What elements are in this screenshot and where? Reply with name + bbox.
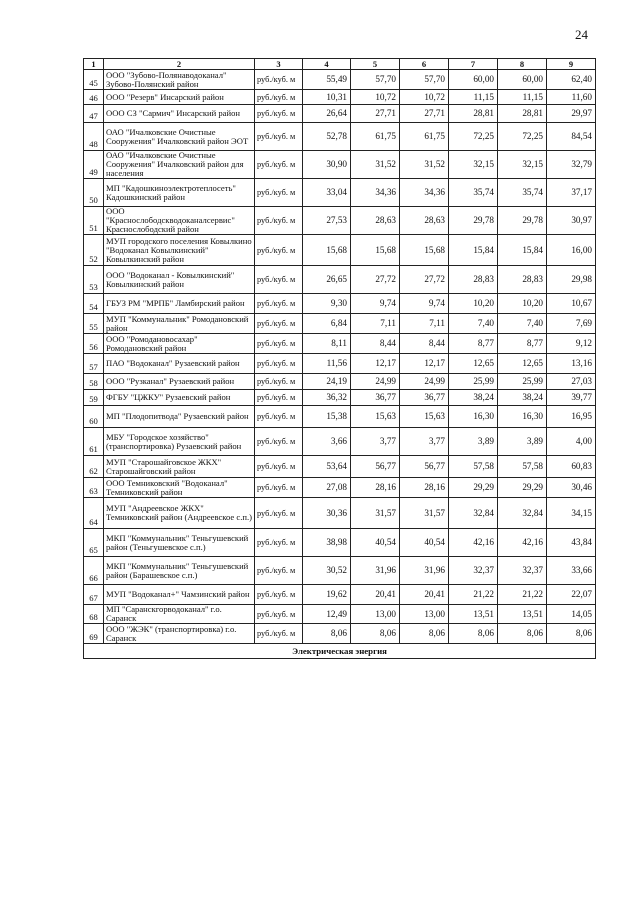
tariff-value: 9,30 (303, 294, 351, 314)
row-number: 56 (84, 334, 104, 354)
unit-cell: руб./куб. м (255, 70, 303, 90)
row-number: 57 (84, 354, 104, 374)
tariff-value: 21,22 (449, 585, 498, 605)
tariff-value: 26,65 (303, 266, 351, 294)
tariff-value: 8,11 (303, 334, 351, 354)
header-row (84, 59, 596, 70)
unit-cell: руб./куб. м (255, 235, 303, 266)
row-number: 50 (84, 179, 104, 207)
table-row (84, 406, 596, 428)
tariff-value: 33,66 (547, 557, 596, 585)
tariff-value: 8,44 (351, 334, 400, 354)
tariff-value: 60,00 (449, 70, 498, 90)
tariff-value: 28,81 (449, 105, 498, 123)
tariff-value: 15,68 (400, 235, 449, 266)
table-row (84, 478, 596, 498)
row-number: 66 (84, 557, 104, 585)
table-row (84, 90, 596, 105)
unit-cell: руб./куб. м (255, 105, 303, 123)
tariff-value: 29,97 (547, 105, 596, 123)
tariff-value: 31,52 (400, 151, 449, 179)
tariff-value: 60,00 (498, 70, 547, 90)
unit-cell: руб./куб. м (255, 428, 303, 456)
tariff-value: 31,96 (400, 557, 449, 585)
tariff-value: 42,16 (498, 529, 547, 557)
tariff-value: 4,00 (547, 428, 596, 456)
tariff-value: 20,41 (351, 585, 400, 605)
col-header-1: 1 (84, 59, 104, 70)
organization-name: ОАО "Ичалковские Очистные Сооружения" Ичалковский район для населения (104, 151, 255, 179)
tariff-value: 8,44 (400, 334, 449, 354)
organization-name: ПАО "Водоканал" Рузаевский район (104, 354, 255, 374)
tariff-value: 9,12 (547, 334, 596, 354)
tariff-value: 7,40 (498, 314, 547, 334)
tariff-value: 15,84 (498, 235, 547, 266)
tariff-value: 21,22 (498, 585, 547, 605)
col-header-6: 6 (400, 59, 449, 70)
organization-name: ООО "Краснослободскводоканалсервис" Краснослободский район (104, 207, 255, 235)
tariff-value: 40,54 (400, 529, 449, 557)
tariff-value: 29,29 (449, 478, 498, 498)
organization-name: МУП "Водоканал+" Чамзинский район (104, 585, 255, 605)
organization-name: ООО Темниковский "Водоканал" Темниковский район (104, 478, 255, 498)
table-row (84, 529, 596, 557)
tariff-value: 10,20 (498, 294, 547, 314)
unit-cell: руб./куб. м (255, 179, 303, 207)
organization-name: ООО "Резерв" Инсарский район (104, 90, 255, 105)
table-row (84, 557, 596, 585)
unit-cell: руб./куб. м (255, 314, 303, 334)
tariff-value: 27,71 (351, 105, 400, 123)
tariff-value: 11,56 (303, 354, 351, 374)
organization-name: МУП "Старошайговское ЖКХ" Старошайговский район (104, 456, 255, 478)
tariff-value: 12,65 (498, 354, 547, 374)
table-row (84, 624, 596, 644)
tariff-value: 15,63 (400, 406, 449, 428)
tariff-value: 10,72 (400, 90, 449, 105)
row-number: 61 (84, 428, 104, 456)
unit-cell: руб./куб. м (255, 334, 303, 354)
tariff-value: 11,15 (449, 90, 498, 105)
tariff-value: 7,69 (547, 314, 596, 334)
tariff-value: 28,83 (498, 266, 547, 294)
row-number: 53 (84, 266, 104, 294)
table-body (84, 70, 596, 644)
table-row (84, 428, 596, 456)
organization-name: МБУ "Городское хозяйство" (транспортировка) Рузаевский район (104, 428, 255, 456)
col-header-5: 5 (351, 59, 400, 70)
tariff-value: 10,72 (351, 90, 400, 105)
tariff-value: 12,17 (400, 354, 449, 374)
table-row (84, 354, 596, 374)
tariff-value: 19,62 (303, 585, 351, 605)
organization-name: ООО "ЖЭК" (транспортировка) г.о. Саранск (104, 624, 255, 644)
tariff-value: 3,89 (449, 428, 498, 456)
tariff-value: 33,04 (303, 179, 351, 207)
table-row (84, 585, 596, 605)
tariff-value: 16,30 (449, 406, 498, 428)
table-row (84, 294, 596, 314)
tariff-value: 13,16 (547, 354, 596, 374)
tariff-value: 3,77 (400, 428, 449, 456)
table-row (84, 207, 596, 235)
tariff-value: 43,84 (547, 529, 596, 557)
tariff-value: 30,90 (303, 151, 351, 179)
tariff-value: 57,58 (449, 456, 498, 478)
col-header-8: 8 (498, 59, 547, 70)
tariff-value: 29,98 (547, 266, 596, 294)
tariff-value: 72,25 (498, 123, 547, 151)
tariff-value: 7,11 (351, 314, 400, 334)
tariff-value: 37,17 (547, 179, 596, 207)
unit-cell: руб./куб. м (255, 624, 303, 644)
organization-name: ФГБУ "ЦЖКУ" Рузаевский район (104, 390, 255, 406)
table-row (84, 605, 596, 624)
tariff-value: 27,08 (303, 478, 351, 498)
tariff-value: 12,65 (449, 354, 498, 374)
tariff-value: 61,75 (351, 123, 400, 151)
row-number: 67 (84, 585, 104, 605)
row-number: 69 (84, 624, 104, 644)
table-row (84, 70, 596, 90)
tariff-value: 28,16 (400, 478, 449, 498)
tariff-value: 24,19 (303, 374, 351, 390)
tariff-value: 25,99 (498, 374, 547, 390)
tariff-value: 10,20 (449, 294, 498, 314)
tariff-value: 31,57 (400, 498, 449, 529)
organization-name: МУП "Андреевское ЖКХ" Темниковский район (Андреевское с.п.) (104, 498, 255, 529)
tariff-value: 31,57 (351, 498, 400, 529)
organization-name: МУП городского поселения Ковылкино "Водоканал Ковылкинский" Ковылкинский район (104, 235, 255, 266)
tariff-value: 8,06 (498, 624, 547, 644)
tariff-value: 8,06 (400, 624, 449, 644)
col-header-2: 2 (104, 59, 255, 70)
tariff-value: 29,29 (498, 478, 547, 498)
tariff-value: 32,37 (498, 557, 547, 585)
row-number: 58 (84, 374, 104, 390)
organization-name: МУП "Коммунальник" Ромодановский район (104, 314, 255, 334)
tariff-value: 7,11 (400, 314, 449, 334)
tariff-value: 30,52 (303, 557, 351, 585)
tariff-value: 13,51 (449, 605, 498, 624)
organization-name: ООО "Зубово-Полянаводоканал" Зубово-Полянский район (104, 70, 255, 90)
tariff-value: 27,03 (547, 374, 596, 390)
organization-name: МП "Плодопитвода" Рузаевский район (104, 406, 255, 428)
tariff-value: 29,78 (449, 207, 498, 235)
tariff-value: 28,63 (400, 207, 449, 235)
table-row (84, 374, 596, 390)
unit-cell: руб./куб. м (255, 557, 303, 585)
tariff-value: 28,81 (498, 105, 547, 123)
tariff-value: 61,75 (400, 123, 449, 151)
tariff-value: 32,15 (498, 151, 547, 179)
unit-cell: руб./куб. м (255, 151, 303, 179)
tariff-value: 32,84 (498, 498, 547, 529)
tariff-value: 15,68 (303, 235, 351, 266)
section-title: Электрическая энергия (84, 644, 596, 659)
unit-cell: руб./куб. м (255, 585, 303, 605)
unit-cell: руб./куб. м (255, 605, 303, 624)
section-row (84, 644, 596, 659)
organization-name: ООО "Рузканал" Рузаевский район (104, 374, 255, 390)
tariff-value: 24,99 (400, 374, 449, 390)
tariff-value: 16,30 (498, 406, 547, 428)
organization-name: ООО СЗ "Сармич" Инсарский район (104, 105, 255, 123)
tariff-value: 36,32 (303, 390, 351, 406)
tariff-value: 38,24 (498, 390, 547, 406)
tariff-value: 14,05 (547, 605, 596, 624)
organization-name: МП "Саранскгорводоканал" г.о. Саранск (104, 605, 255, 624)
tariff-value: 38,98 (303, 529, 351, 557)
row-number: 62 (84, 456, 104, 478)
tariff-value: 32,15 (449, 151, 498, 179)
tariff-value: 15,68 (351, 235, 400, 266)
table-row (84, 235, 596, 266)
tariff-value: 12,49 (303, 605, 351, 624)
tariff-value: 25,99 (449, 374, 498, 390)
row-number: 63 (84, 478, 104, 498)
tariff-value: 56,77 (400, 456, 449, 478)
table-row (84, 123, 596, 151)
tariff-value: 38,24 (449, 390, 498, 406)
row-number: 51 (84, 207, 104, 235)
tariff-value: 3,89 (498, 428, 547, 456)
tariff-value: 60,83 (547, 456, 596, 478)
tariff-value: 30,46 (547, 478, 596, 498)
table-row (84, 314, 596, 334)
tariff-table (83, 58, 596, 659)
organization-name: ГБУЗ РМ "МРПБ" Ламбирский район (104, 294, 255, 314)
tariff-value: 28,16 (351, 478, 400, 498)
tariff-value: 15,63 (351, 406, 400, 428)
organization-name: МП "Кадошкиноэлектротеплосеть" Кадошкинский район (104, 179, 255, 207)
tariff-value: 9,74 (400, 294, 449, 314)
tariff-value: 15,84 (449, 235, 498, 266)
table-row (84, 390, 596, 406)
row-number: 60 (84, 406, 104, 428)
row-number: 54 (84, 294, 104, 314)
tariff-value: 28,63 (351, 207, 400, 235)
tariff-value: 40,54 (351, 529, 400, 557)
tariff-value: 16,95 (547, 406, 596, 428)
tariff-value: 30,97 (547, 207, 596, 235)
tariff-value: 8,06 (351, 624, 400, 644)
tariff-value: 36,77 (400, 390, 449, 406)
tariff-value: 6,84 (303, 314, 351, 334)
tariff-value: 8,77 (449, 334, 498, 354)
unit-cell: руб./куб. м (255, 123, 303, 151)
unit-cell: руб./куб. м (255, 374, 303, 390)
unit-cell: руб./куб. м (255, 294, 303, 314)
tariff-value: 22,07 (547, 585, 596, 605)
table-row (84, 456, 596, 478)
tariff-value: 16,00 (547, 235, 596, 266)
tariff-value: 15,38 (303, 406, 351, 428)
tariff-value: 11,60 (547, 90, 596, 105)
tariff-value: 30,36 (303, 498, 351, 529)
tariff-value: 12,17 (351, 354, 400, 374)
unit-cell: руб./куб. м (255, 354, 303, 374)
unit-cell: руб./куб. м (255, 456, 303, 478)
tariff-value: 57,70 (400, 70, 449, 90)
organization-name: ОАО "Ичалковские Очистные Сооружения" Ичалковский район ЭОТ (104, 123, 255, 151)
organization-name: ООО "Водоканал - Ковылкинский" Ковылкинский район (104, 266, 255, 294)
row-number: 48 (84, 123, 104, 151)
tariff-value: 7,40 (449, 314, 498, 334)
tariff-value: 26,64 (303, 105, 351, 123)
tariff-value: 32,37 (449, 557, 498, 585)
table-row (84, 334, 596, 354)
col-header-3: 3 (255, 59, 303, 70)
table-row (84, 151, 596, 179)
tariff-value: 56,77 (351, 456, 400, 478)
tariff-value: 35,74 (449, 179, 498, 207)
tariff-value: 13,00 (400, 605, 449, 624)
tariff-value: 8,06 (547, 624, 596, 644)
table-row (84, 498, 596, 529)
tariff-value: 34,15 (547, 498, 596, 529)
col-header-7: 7 (449, 59, 498, 70)
tariff-value: 8,06 (449, 624, 498, 644)
tariff-value: 34,36 (351, 179, 400, 207)
tariff-value: 27,72 (400, 266, 449, 294)
tariff-value: 55,49 (303, 70, 351, 90)
row-number: 47 (84, 105, 104, 123)
unit-cell: руб./куб. м (255, 207, 303, 235)
tariff-value: 32,79 (547, 151, 596, 179)
row-number: 46 (84, 90, 104, 105)
tariff-value: 3,66 (303, 428, 351, 456)
row-number: 64 (84, 498, 104, 529)
organization-name: МКП "Коммунальник" Теньгушевский район (Барашевское с.п.) (104, 557, 255, 585)
tariff-value: 27,72 (351, 266, 400, 294)
tariff-value: 84,54 (547, 123, 596, 151)
unit-cell: руб./куб. м (255, 266, 303, 294)
tariff-value: 27,71 (400, 105, 449, 123)
tariff-value: 8,77 (498, 334, 547, 354)
tariff-value: 62,40 (547, 70, 596, 90)
unit-cell: руб./куб. м (255, 390, 303, 406)
row-number: 65 (84, 529, 104, 557)
tariff-value: 31,96 (351, 557, 400, 585)
organization-name: ООО "Ромодановосахар" Ромодановский район (104, 334, 255, 354)
col-header-4: 4 (303, 59, 351, 70)
tariff-value: 32,84 (449, 498, 498, 529)
tariff-value: 57,58 (498, 456, 547, 478)
unit-cell: руб./куб. м (255, 478, 303, 498)
table-row (84, 266, 596, 294)
row-number: 59 (84, 390, 104, 406)
tariff-value: 13,00 (351, 605, 400, 624)
tariff-value: 72,25 (449, 123, 498, 151)
tariff-value: 29,78 (498, 207, 547, 235)
tariff-value: 3,77 (351, 428, 400, 456)
tariff-value: 9,74 (351, 294, 400, 314)
row-number: 55 (84, 314, 104, 334)
tariff-value: 39,77 (547, 390, 596, 406)
unit-cell: руб./куб. м (255, 406, 303, 428)
page-number: 24 (575, 27, 588, 42)
tariff-value: 24,99 (351, 374, 400, 390)
tariff-value: 42,16 (449, 529, 498, 557)
unit-cell: руб./куб. м (255, 498, 303, 529)
tariff-value: 10,67 (547, 294, 596, 314)
row-number: 49 (84, 151, 104, 179)
tariff-value: 11,15 (498, 90, 547, 105)
row-number: 45 (84, 70, 104, 90)
tariff-value: 10,31 (303, 90, 351, 105)
tariff-value: 36,77 (351, 390, 400, 406)
tariff-value: 31,52 (351, 151, 400, 179)
table-row (84, 179, 596, 207)
tariff-value: 34,36 (400, 179, 449, 207)
unit-cell: руб./куб. м (255, 90, 303, 105)
tariff-value: 52,78 (303, 123, 351, 151)
unit-cell: руб./куб. м (255, 529, 303, 557)
tariff-value: 8,06 (303, 624, 351, 644)
tariff-value: 13,51 (498, 605, 547, 624)
tariff-value: 57,70 (351, 70, 400, 90)
row-number: 68 (84, 605, 104, 624)
row-number: 52 (84, 235, 104, 266)
organization-name: МКП "Коммунальник" Теньгушевский район (Теньгушевское с.п.) (104, 529, 255, 557)
tariff-value: 27,53 (303, 207, 351, 235)
col-header-9: 9 (547, 59, 596, 70)
tariff-value: 35,74 (498, 179, 547, 207)
tariff-value: 28,83 (449, 266, 498, 294)
tariff-value: 20,41 (400, 585, 449, 605)
tariff-value: 53,64 (303, 456, 351, 478)
table-row (84, 105, 596, 123)
